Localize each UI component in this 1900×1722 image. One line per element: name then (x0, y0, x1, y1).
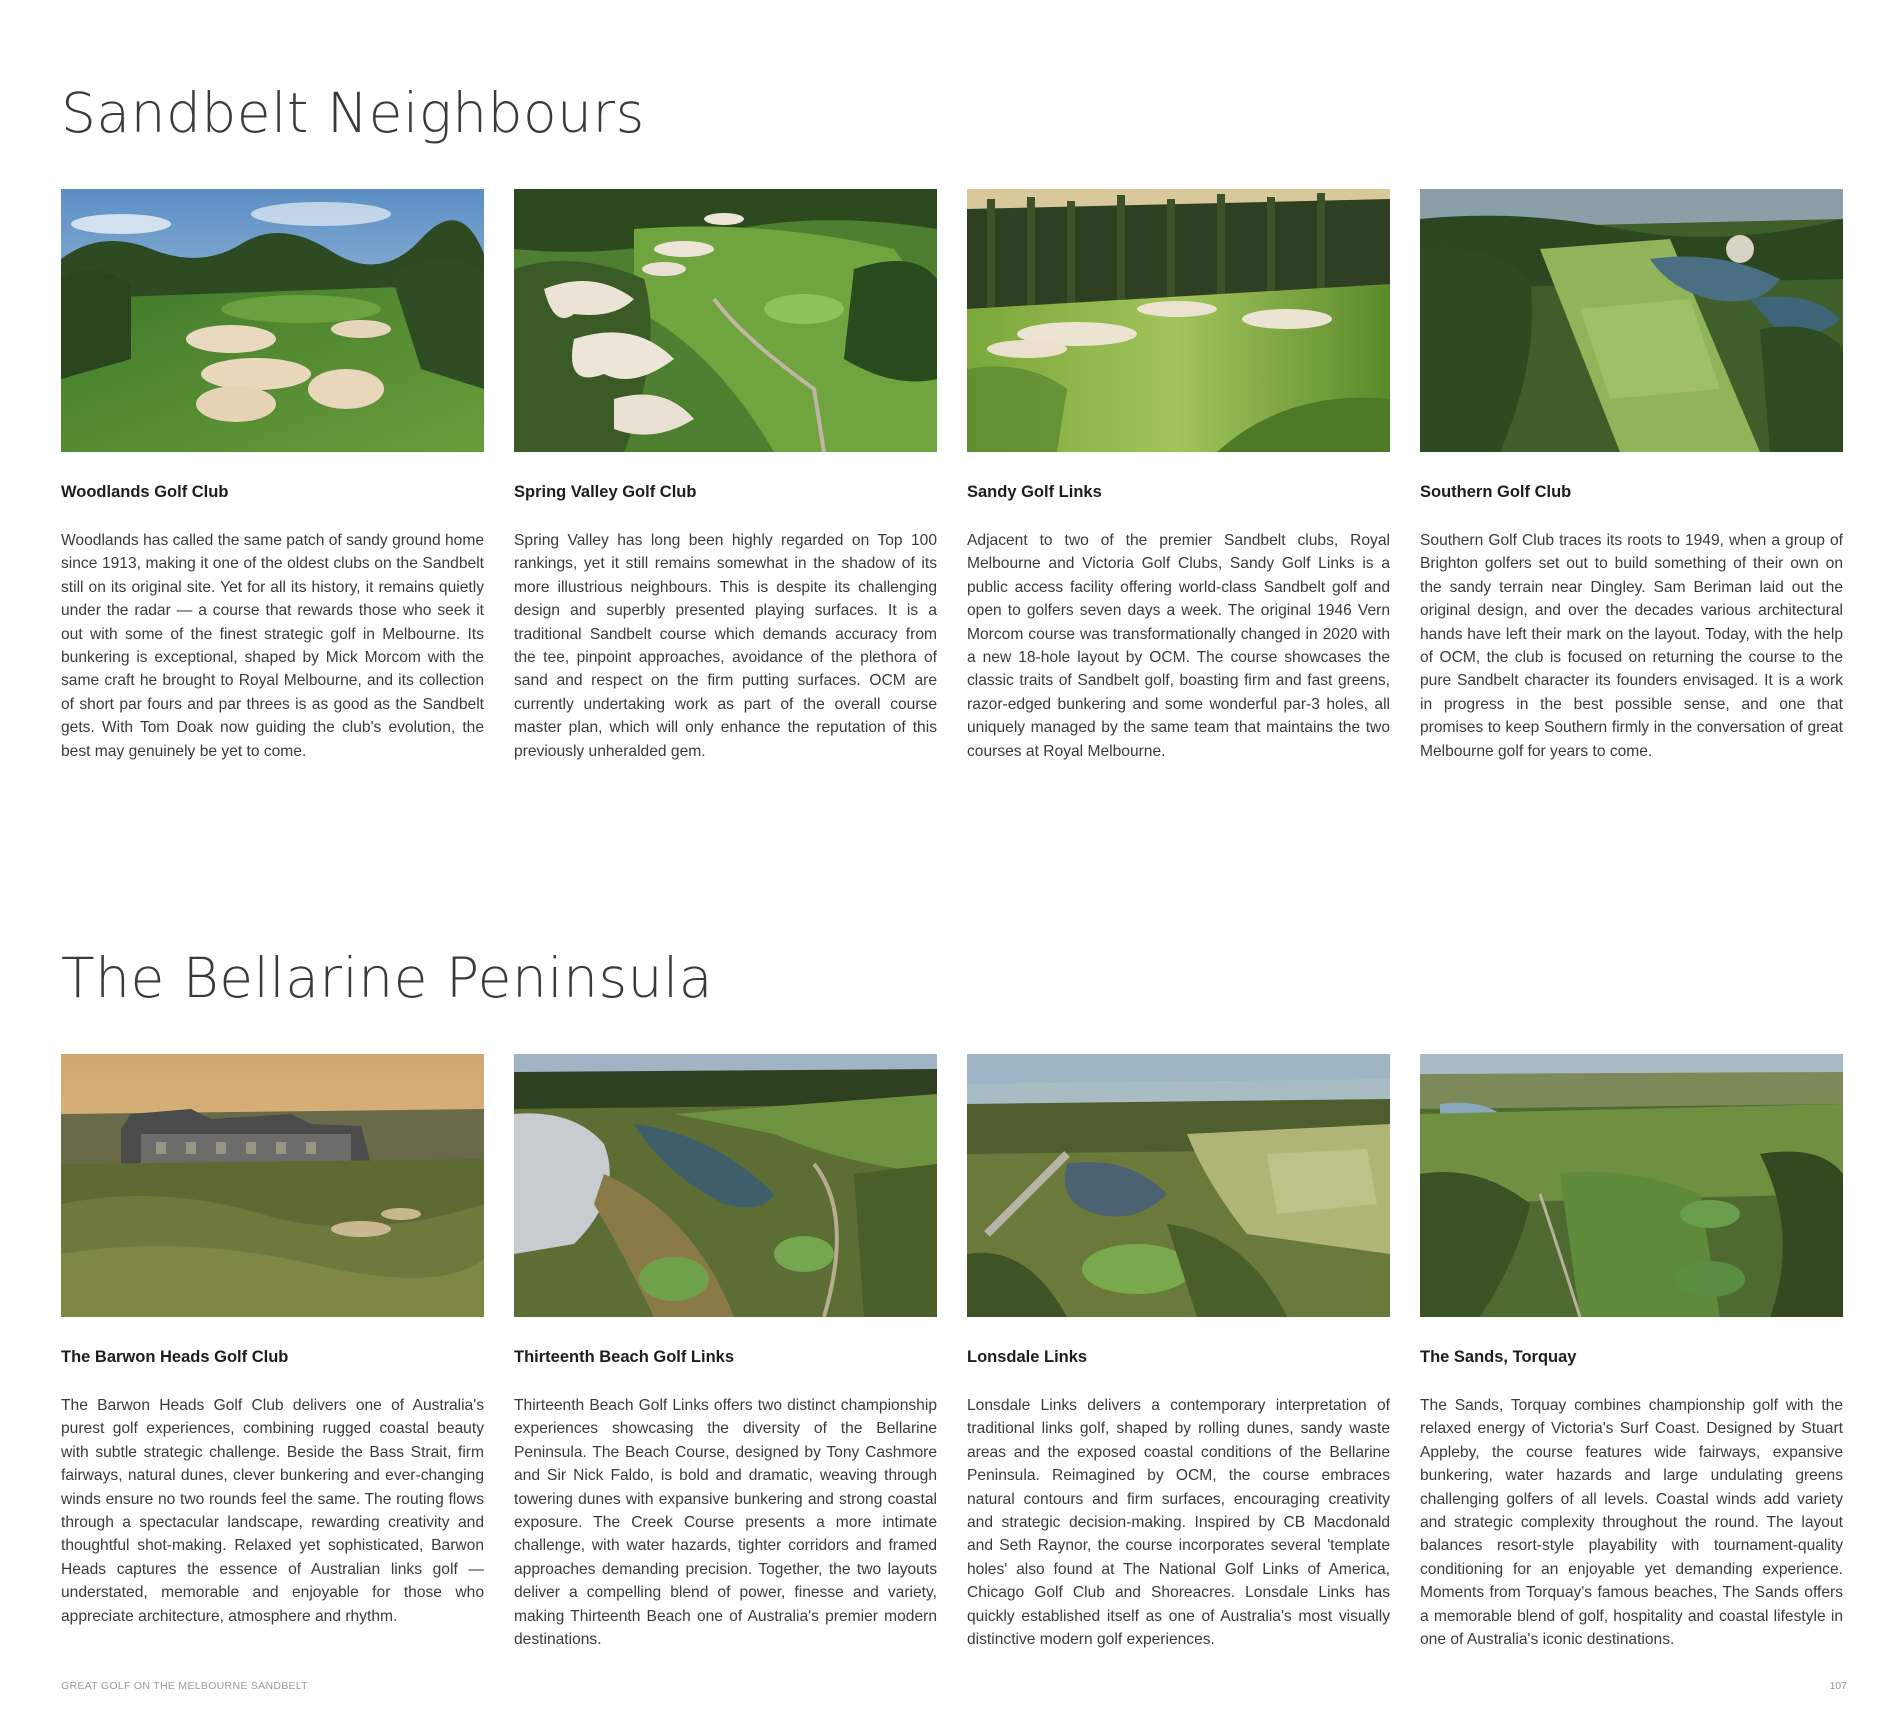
club-description: Woodlands has called the same patch of sandy ground home since 1913, making it one of the oldest clubs on the Sandbelt still on its original site. Yet for all its history, it remains quietly under the radar — a course that rewards those who seek it out with some of the finest strategic golf in Melbourne. Its bunkering is exceptional, shaped by Mick Morcom with the same craft he brought to Royal Melbourne, and its collection of short par fours and par threes is as good as the Sandbelt gets. With Tom Doak now guiding the club's evolution, the best may genuinely be yet to come. (61, 532, 484, 760)
club-card-thirteenth-beach (514, 1054, 937, 1651)
club-card-spring-valley (514, 189, 937, 763)
spring-valley-course-photo (514, 189, 937, 452)
club-card-lonsdale-links (967, 1054, 1390, 1651)
lonsdale-links-aerial-photo (967, 1054, 1390, 1317)
club-name: Lonsdale Links (967, 1348, 1088, 1366)
club-card-southern-golf-club (1420, 189, 1843, 763)
club-card-woodlands (61, 189, 484, 763)
club-card-barwon-heads (61, 1054, 484, 1651)
club-description: Spring Valley has long been highly regarded on Top 100 rankings, yet it still remains somewhat in the shadow of its more illustrious neighbours. This is despite its challenging design and superbly presented playing surfaces. It is a traditional Sandbelt course which demands accuracy from the tee, pinpoint approaches, avoidance of the plethora of sand and respect on the firm putting surfaces. OCM are currently undertaking work as part of the overall course master plan, which will only enhance the reputation of this previously unheralded gem. (514, 532, 937, 760)
club-name: The Barwon Heads Golf Club (61, 1348, 289, 1366)
club-description: Lonsdale Links delivers a contemporary interpretation of traditional links golf, shaped by rolling dunes, sandy waste areas and the exposed coastal conditions of the Bellarine Peninsula. Reimagined by OCM, the course embraces natural contours and firm surfaces, encouraging creativity and strategic decision-making. Inspired by CB Macdonald and Seth Raynor, the course incorporates several 'template holes' also found at The National Golf Links of America, Chicago Golf Club and Shoreacres. Lonsdale Links has quickly established itself as one of Australia's most visually distinctive modern golf experiences. (967, 1397, 1390, 1649)
club-description: Thirteenth Beach Golf Links offers two distinct championship experiences showcasing the diversity of the Bellarine Peninsula. The Beach Course, designed by Tony Cashmore and Sir Nick Faldo, is bold and dramatic, weaving through towering dunes with expansive bunkering and strong coastal exposure. The Creek Course presents a more intimate challenge, with water hazards, tighter corridors and framed approaches demanding precision. Together, the two layouts deliver a compelling blend of power, finesse and variety, making Thirteenth Beach one of Australia's premier modern destinations. (514, 1397, 937, 1649)
thirteenth-beach-aerial-photo (514, 1054, 937, 1317)
footer-publication-title: GREAT GOLF ON THE MELBOURNE SANDBELT (61, 1680, 308, 1692)
sandy-golf-links-photo (967, 189, 1390, 452)
club-name: Thirteenth Beach Golf Links (514, 1348, 735, 1366)
club-card-the-sands-torquay (1420, 1054, 1843, 1651)
club-name: Sandy Golf Links (967, 483, 1102, 501)
woodlands-course-photo (61, 189, 484, 452)
club-name: Woodlands Golf Club (61, 483, 229, 501)
section-title: The Bellarine Peninsula (61, 946, 714, 1010)
club-description: Southern Golf Club traces its roots to 1949, when a group of Brighton golfers set out to build something of their own on the sandy terrain near Dingley. Sam Beriman laid out the original design, and over the decades various architectural hands have left their mark on the layout. Today, with the help of OCM, the club is focused on returning the course to the pure Sandbelt character its founders envisaged. It is a work in progress in the best possible sense, and one that promises to keep Southern firmly in the conversation of great Melbourne golf for years to come. (1420, 532, 1843, 760)
club-description: The Sands, Torquay combines championship golf with the relaxed energy of Victoria's Surf Coast. Designed by Stuart Appleby, the course features wide fairways, expansive bunkering, water hazards and large undulating greens challenging golfers of all levels. Coastal winds add variety and strategic complexity throughout the round. The layout balances resort-style playability with tournament-quality conditioning for an enjoyable yet demanding experience. Moments from Torquay's famous beaches, The Sands offers a memorable blend of golf, hospitality and coastal lifestyle in one of Australia's iconic destinations. (1420, 1397, 1843, 1649)
section-title: Sandbelt Neighbours (61, 81, 645, 145)
page-number: 107 (1829, 1680, 1847, 1692)
club-description: Adjacent to two of the premier Sandbelt clubs, Royal Melbourne and Victoria Golf Clubs, Sandy Golf Links is a public access facility offering world-class Sandbelt golf and open to golfers seven days a week. The original 1946 Vern Morcom course was transformationally changed in 2020 with a new 18-hole layout by OCM. The course showcases the classic traits of Sandbelt golf, boasting firm and fast greens, razor-edged bunkering and some wonderful par-3 holes, all uniquely managed by the same team that maintains the two courses at Royal Melbourne. (967, 532, 1390, 760)
the-sands-torquay-aerial-photo (1420, 1054, 1843, 1317)
club-name: Southern Golf Club (1420, 483, 1572, 501)
club-name: The Sands, Torquay (1420, 1348, 1577, 1366)
club-description: The Barwon Heads Golf Club delivers one of Australia's purest golf experiences, combining rugged coastal beauty with subtle strategic challenge. Beside the Bass Strait, firm fairways, natural dunes, clever bunkering and ever-changing winds ensure no two rounds feel the same. The routing flows through a spectacular landscape, rewarding creativity and thoughtful shot-making. Relaxed yet sophisticated, Barwon Heads captures the essence of Australian links golf — understated, memorable and enjoyable for those who appreciate architecture, atmosphere and rhythm. (61, 1397, 484, 1625)
club-grid (61, 189, 1843, 763)
club-grid (61, 1054, 1843, 1651)
barwon-heads-clubhouse-photo (61, 1054, 484, 1317)
club-card-sandy-golf-links (967, 189, 1390, 763)
southern-golf-club-photo (1420, 189, 1843, 452)
club-name: Spring Valley Golf Club (514, 483, 697, 501)
